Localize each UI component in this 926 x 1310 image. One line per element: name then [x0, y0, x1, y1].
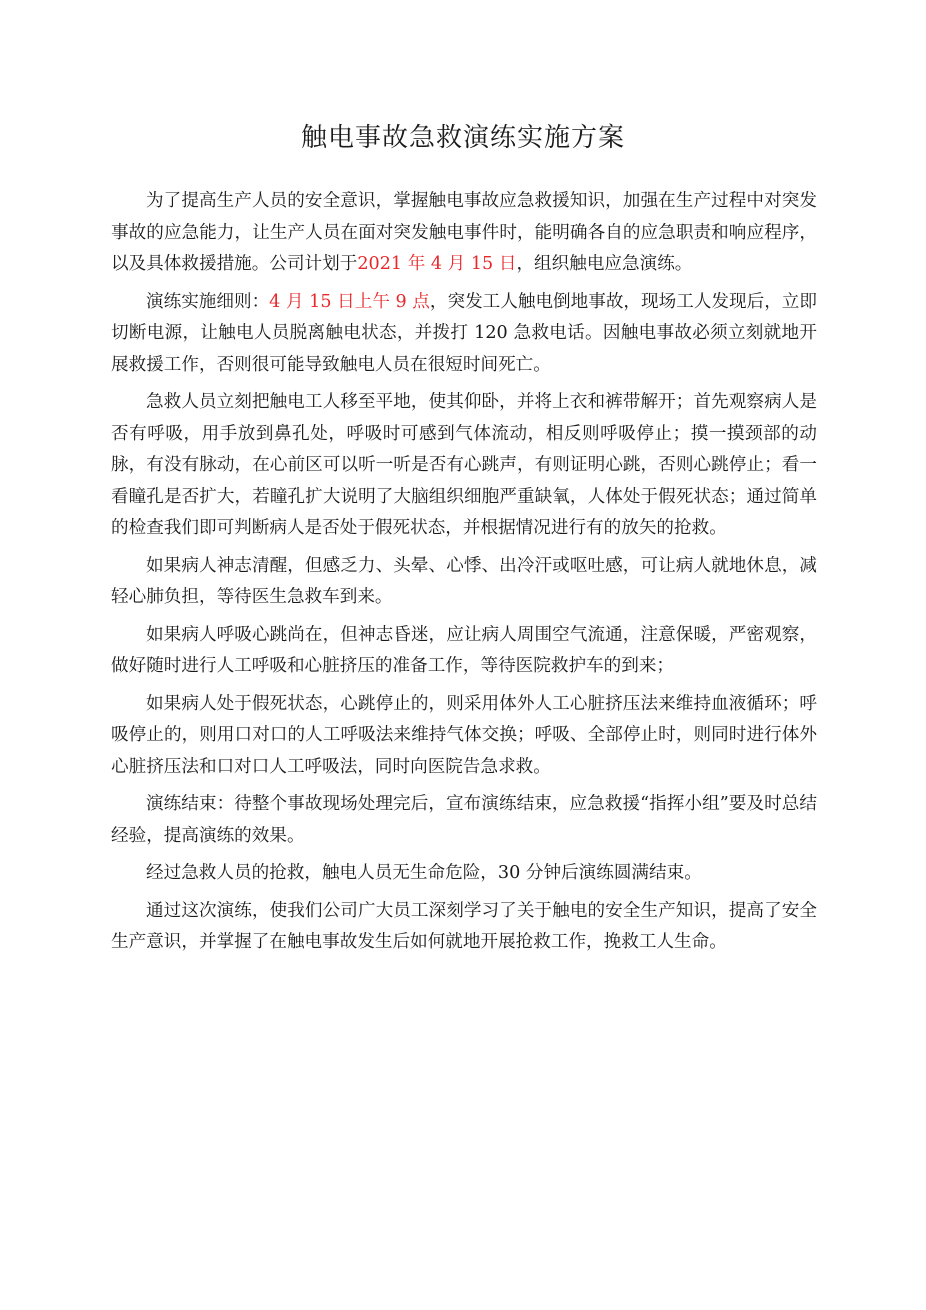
- drill-time-highlight: 4 月 15 日上午 9 点: [269, 291, 430, 312]
- paragraph-apparent-death: 如果病人处于假死状态，心跳停止的，则采用体外人工心脏挤压法来维持血液循环；呼吸停止的，则用口对口的人工呼吸法来维持气体交换；呼吸、全部停止时，则同时进行体外心脏挤压法和口对口人工呼吸法，同时向医院告急求救。: [111, 693, 817, 777]
- document-title: 触电事故急救演练实施方案: [300, 123, 625, 153]
- paragraph-first-aid-check: 急救人员立刻把触电工人移至平地，使其仰卧，并将上衣和裤带解开；首先观察病人是否有呼吸，用手放到鼻孔处，呼吸时可感到气体流动，相反则呼吸停止；摸一摸颈部的动脉，有没有脉动，在心前区可以听一听是否有心跳声，有则证明心跳，否则心跳停止；看一看瞳孔是否扩大，若瞳孔扩大说明了大脑组织细胞严重缺氧，人体处于假死状态；通过简单的检查我们即可判断病人是否处于假死状态，并根据情况进行有的放矢的抢救。: [111, 392, 817, 538]
- paragraph-drill-details: [111, 287, 817, 382]
- paragraph-result: 经过急救人员的抢救，触电人员无生命危险，30 分钟后演练圆满结束。: [146, 863, 702, 883]
- paragraph-conscious-patient: 如果病人神志清醒，但感乏力、头晕、心悸、出冷汗或呕吐感，可让病人就地休息，减轻心肺负担，等待医生急救车到来。: [111, 555, 817, 607]
- paragraph-intro-text: 为了提高生产人员的安全意识，掌握触电事故应急救援知识，加强在生产过程中对突发事故的应急能力，让生产人员在面对突发触电事件时，能明确各自的应急职责和响应程序，以及具体救援措施。公司计划于: [111, 191, 817, 274]
- paragraph-drill-details-label: 演练实施细则：: [146, 291, 270, 312]
- paragraph-intro-text-end: ，组织触电应急演练。: [516, 254, 693, 274]
- paragraph-drill-details-text: ，突发工人触电倒地事故，现场工人发现后，立即切断电源，让触电人员脱离触电状态，并拨打 120 急救电话。因触电事故必须立刻就地开展救援工作，否则很可能导致触电人员在很短时间死亡。: [111, 291, 817, 375]
- paragraph-unconscious-patient: 如果病人呼吸心跳尚在，但神志昏迷，应让病人周围空气流通，注意保暖，严密观察，做好随时进行人工呼吸和心脏挤压的准备工作，等待医院救护车的到来；: [111, 624, 817, 676]
- document-body: [111, 186, 817, 965]
- drill-date-highlight: 2021 年 4 月 15 日: [357, 254, 517, 274]
- paragraph-conclusion: 通过这次演练，使我们公司广大员工深刻学习了关于触电的安全生产知识，提高了安全生产意识，并掌握了在触电事故发生后如何就地开展抢救工作，挽救工人生命。: [111, 900, 817, 952]
- paragraph-drill-end: 演练结束：待整个事故现场处理完后，宣布演练结束，应急救援“指挥小组”要及时总结经验，提高演练的效果。: [111, 794, 817, 846]
- paragraph-intro: [111, 186, 817, 281]
